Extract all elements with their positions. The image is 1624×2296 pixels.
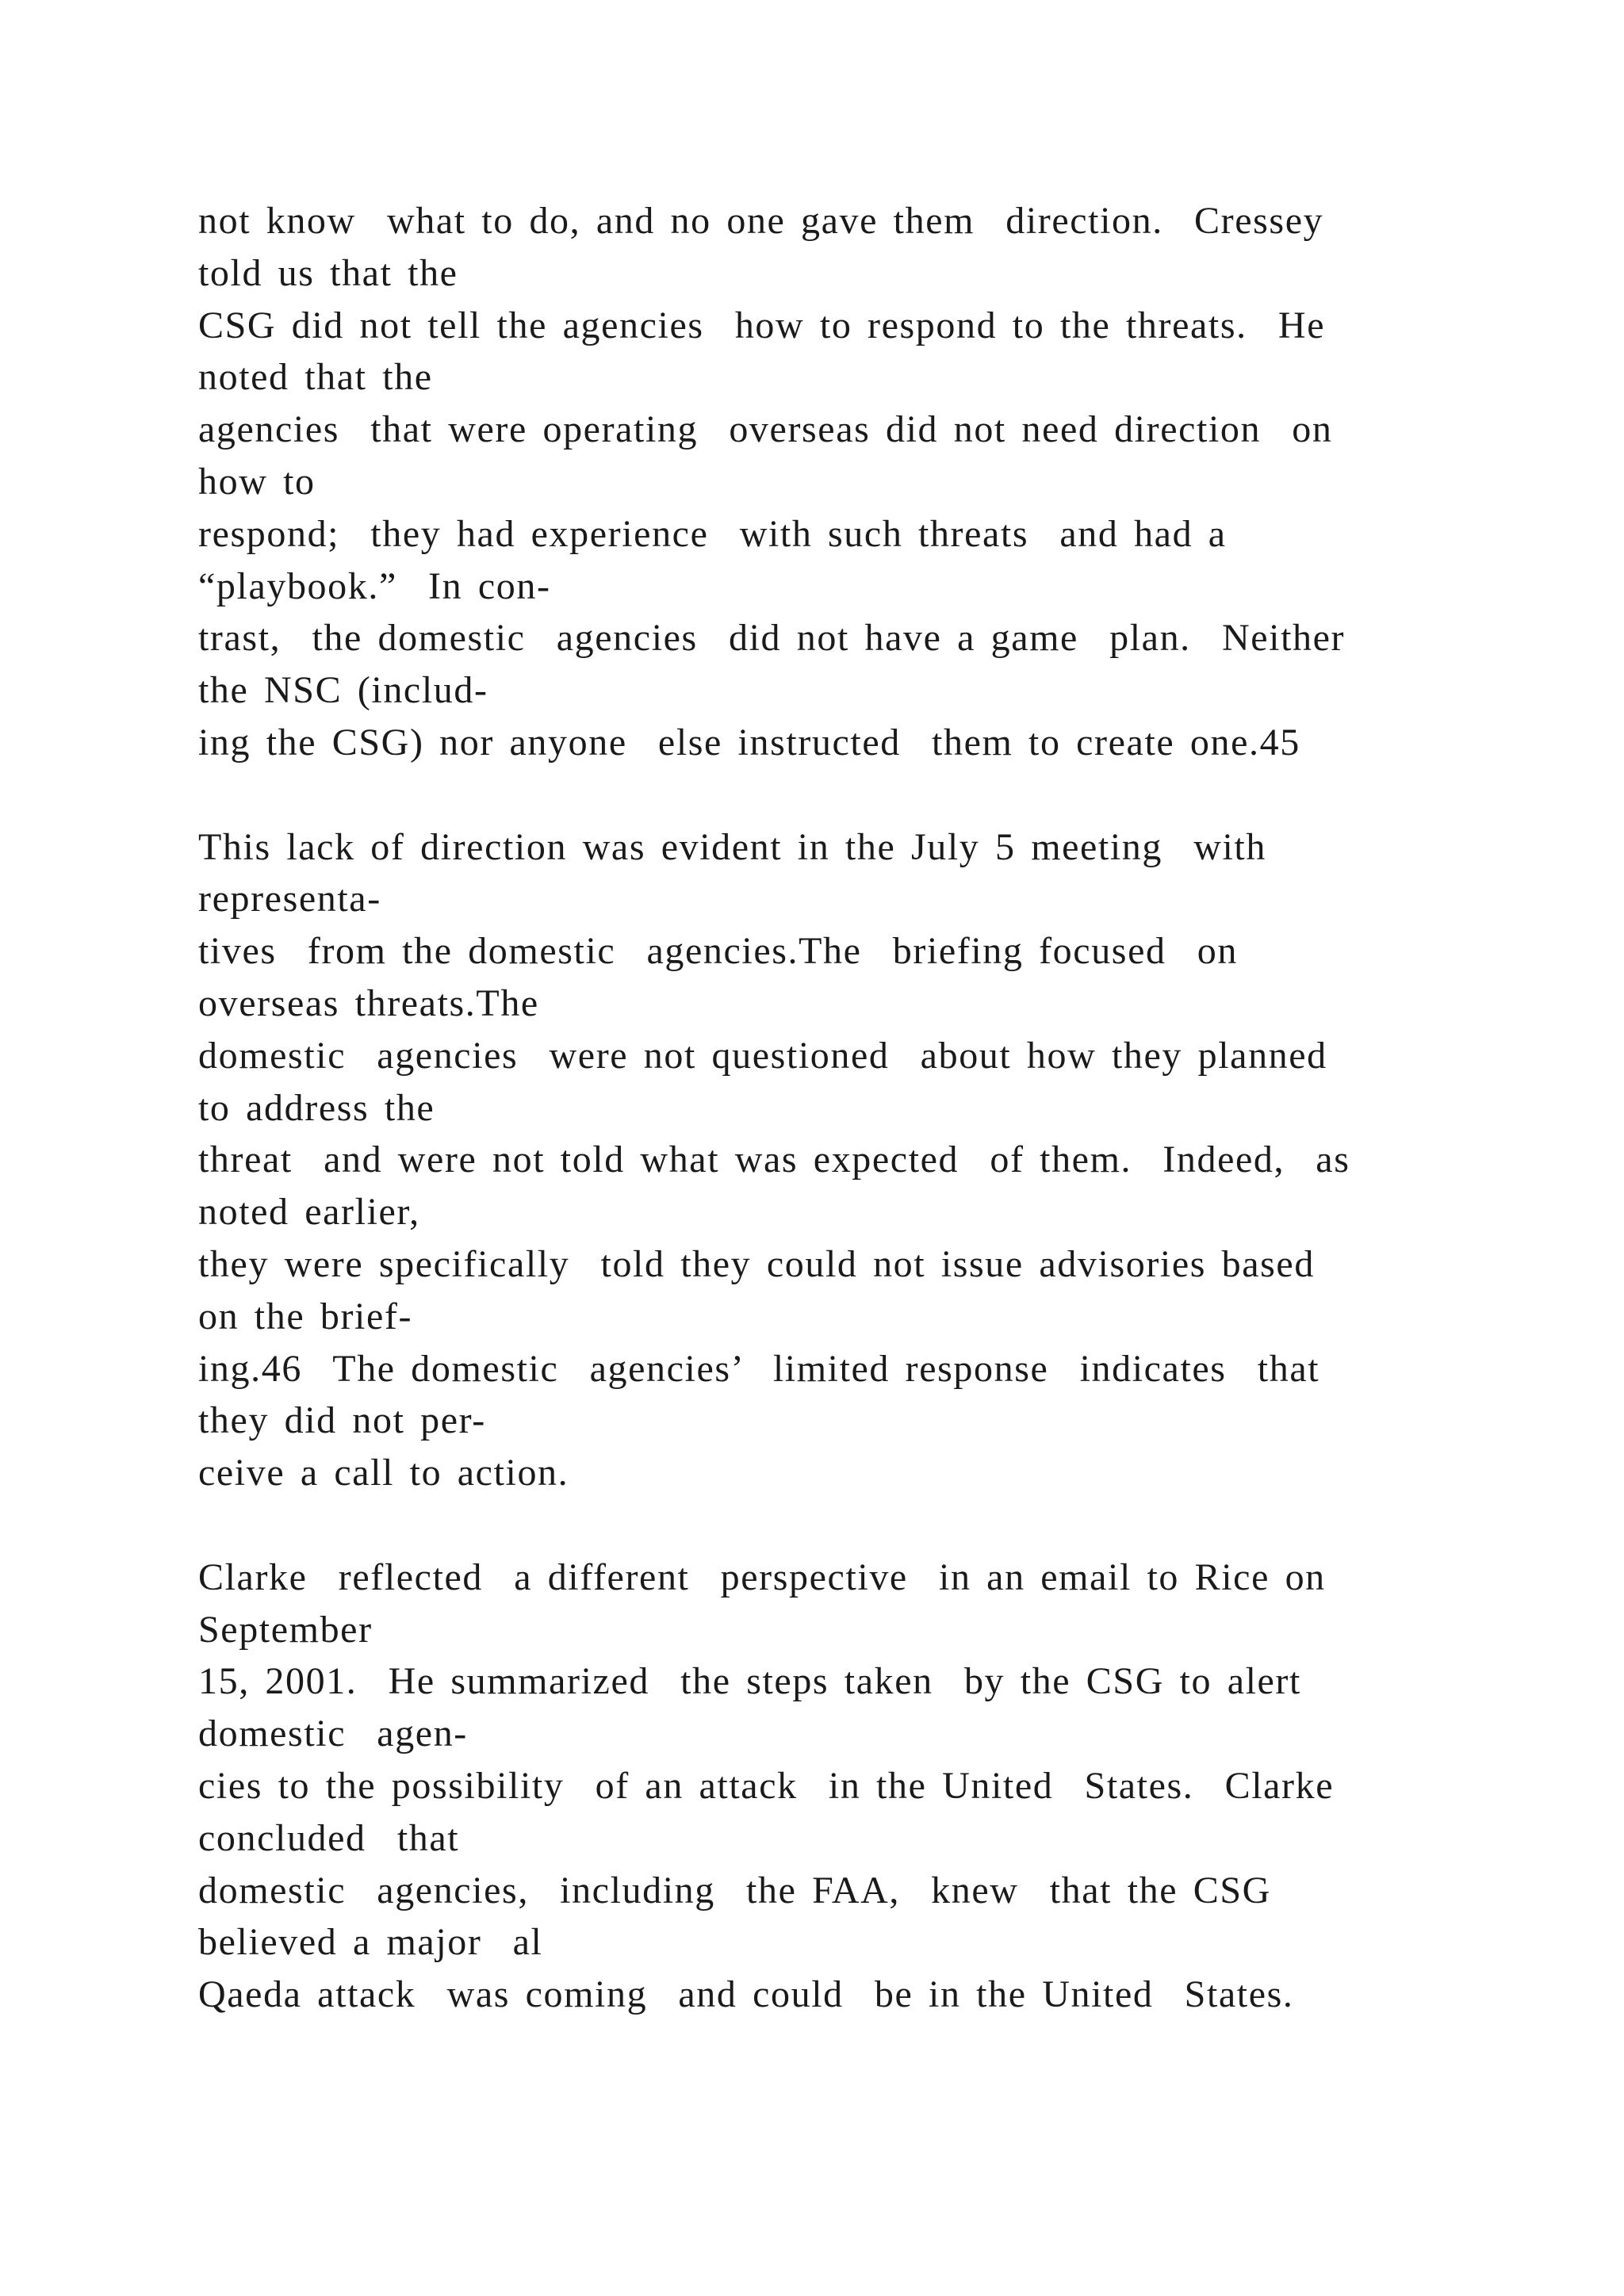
text-line: noted that the (198, 356, 433, 399)
body-text (198, 195, 1546, 2021)
text-line: overseas threats.The (198, 982, 539, 1024)
text-line: respond; they had experience with such threats and had a (198, 512, 1227, 555)
text-line: domestic agencies were not questioned about how they planned (198, 1034, 1327, 1077)
text-line: Qaeda attack was coming and could be in the United States. (198, 1973, 1294, 2016)
text-line: “playbook.” In con- (198, 564, 551, 607)
text-line: ing the CSG) nor anyone else instructed them to create one.45 (198, 721, 1300, 763)
text-line: September (198, 1608, 373, 1651)
text-line: threat and were not told what was expected of them. Indeed, as (198, 1138, 1350, 1181)
text-line: 15, 2001. He summarized the steps taken by the CSG to alert (198, 1660, 1301, 1703)
paragraph-3 (198, 1552, 1546, 2021)
text-line: on the brief- (198, 1295, 413, 1337)
text-line: to address the (198, 1086, 435, 1129)
text-line: how to (198, 460, 316, 503)
text-line: ceive a call to action. (198, 1452, 569, 1494)
text-line: CSG did not tell the agencies how to respond to the threats. He (198, 304, 1326, 346)
text-line: noted earlier, (198, 1191, 420, 1234)
text-line: domestic agencies, including the FAA, knew that the CSG (198, 1869, 1271, 1911)
text-line: concluded that (198, 1816, 460, 1859)
text-line: cies to the possibility of an attack in the United States. Clarke (198, 1764, 1335, 1807)
text-line: trast, the domestic agencies did not have a game plan. Neither (198, 617, 1346, 660)
text-line: not know what to do, and no one gave them direction. Cressey (198, 200, 1324, 242)
text-line: domestic agen- (198, 1712, 468, 1755)
paragraph-1 (198, 195, 1546, 769)
text-line: believed a major al (198, 1921, 543, 1964)
paragraph-break (198, 769, 1546, 821)
text-line: agencies that were operating overseas did not need direction on (198, 408, 1333, 451)
text-line: told us that the (198, 251, 458, 294)
text-line: tives from the domestic agencies.The briefing focused on (198, 930, 1238, 973)
text-line: Clarke reflected a different perspective in an email to Rice on (198, 1556, 1326, 1598)
text-line: representa- (198, 878, 381, 920)
text-line: they were specifically told they could not issue advisories based (198, 1242, 1315, 1285)
paragraph-break (198, 1499, 1546, 1552)
text-line: ing.46 The domestic agencies’ limited response indicates that (198, 1347, 1320, 1390)
text-line: This lack of direction was evident in the July 5 meeting with (198, 825, 1266, 868)
paragraph-2 (198, 821, 1546, 1499)
text-line: they did not per- (198, 1399, 486, 1442)
text-line: the NSC (includ- (198, 669, 488, 712)
